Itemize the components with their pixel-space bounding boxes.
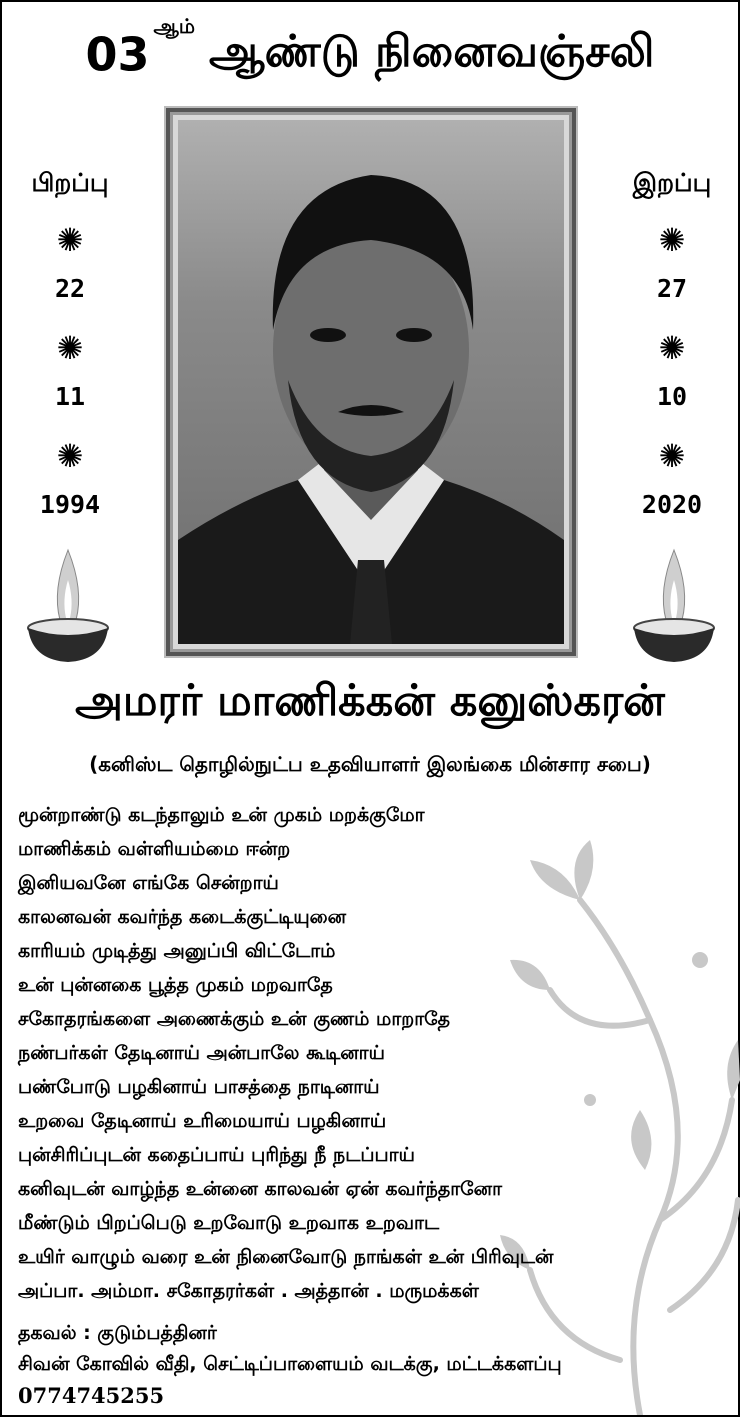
poem-line: கனிவுடன் வாழ்ந்த உன்னை காலவன் ஏன் கவர்ந்தானோ (18, 1178, 502, 1200)
poem-line: புன்சிரிப்புடன் கதைப்பாய் புரிந்து நீ நடப்பாய் (18, 1144, 415, 1166)
sun-ornament-icon: ✺ (658, 221, 686, 259)
poem-line: உயிர் வாழும் வரை உன் நினைவோடு நாங்கள் உன் பிரிவுடன் (18, 1246, 554, 1268)
poem-line: உறவை தேடினாய் உரிமையாய் பழகினாய் (18, 1110, 387, 1132)
portrait-silhouette (178, 120, 564, 644)
oil-lamp-icon (22, 520, 114, 670)
sun-ornament-icon: ✺ (56, 221, 84, 259)
oil-lamp-icon (628, 520, 720, 670)
poem (18, 798, 718, 1308)
phone-number: 0774745255 (18, 1383, 165, 1408)
birth-month: 11 (54, 382, 86, 411)
poem-line: பண்போடு பழகினாய் பாசத்தை நாடினாய் (18, 1076, 380, 1098)
contact-info (18, 1318, 728, 1411)
notice-title (0, 14, 740, 83)
death-column (612, 168, 732, 534)
birth-day: 22 (54, 274, 86, 303)
poem-line: சகோதரங்களை அணைக்கும் உன் குணம் மாறாதே (18, 1008, 450, 1030)
title-text: ஆண்டு நினைவஞ்சலி (208, 26, 655, 77)
title-number: 03 (85, 27, 150, 82)
deceased-name: அமரர் மாணிக்கன் கனுஸ்கரன் (75, 676, 665, 726)
sun-ornament-icon: ✺ (56, 437, 84, 475)
poem-line: காலனவன் கவர்ந்த கடைக்குட்டியுனை (18, 906, 347, 928)
deceased-designation: (கனிஸ்ட தொழில்நுட்ப உதவியாளர் இலங்கை மின்சார சபை) (89, 752, 651, 776)
death-label: இறப்பு (632, 168, 712, 197)
portrait-frame (166, 108, 576, 656)
death-year: 2020 (641, 490, 703, 519)
birth-column (10, 168, 130, 534)
death-month: 10 (656, 382, 688, 411)
poem-line: மாணிக்கம் வள்ளியம்மை ஈன்ற (18, 838, 291, 860)
birth-label: பிறப்பு (31, 168, 109, 197)
poem-line: மூன்றாண்டு கடந்தாலும் உன் முகம் மறக்குமோ (18, 804, 425, 826)
title-superscript: ஆம் (153, 14, 195, 38)
sun-ornament-icon: ✺ (56, 329, 84, 367)
poem-line: உன் புன்னகை பூத்த முகம் மறவாதே (18, 974, 333, 996)
poem-line: இனியவனே எங்கே சென்றாய் (18, 872, 279, 894)
poem-line: காரியம் முடித்து அனுப்பி விட்டோம் (18, 940, 336, 962)
sun-ornament-icon: ✺ (658, 329, 686, 367)
poem-line: அப்பா. அம்மா. சகோதரர்கள் . அத்தான் . மருமக்கள் (18, 1280, 479, 1302)
contact-label: தகவல் : குடும்பத்தினர் (18, 1322, 217, 1344)
death-day: 27 (656, 274, 688, 303)
poem-line: நண்பர்கள் தேடினாய் அன்பாலே கூடினாய் (18, 1042, 385, 1064)
address: சிவன் கோவில் வீதி, செட்டிப்பாளையம் வடக்கு, மட்டக்களப்பு (18, 1353, 562, 1375)
poem-line: மீண்டும் பிறப்பெடு உறவோடு உறவாக உறவாட (18, 1212, 440, 1234)
portrait-photo (178, 120, 564, 644)
sun-ornament-icon: ✺ (658, 437, 686, 475)
birth-year: 1994 (39, 490, 101, 519)
